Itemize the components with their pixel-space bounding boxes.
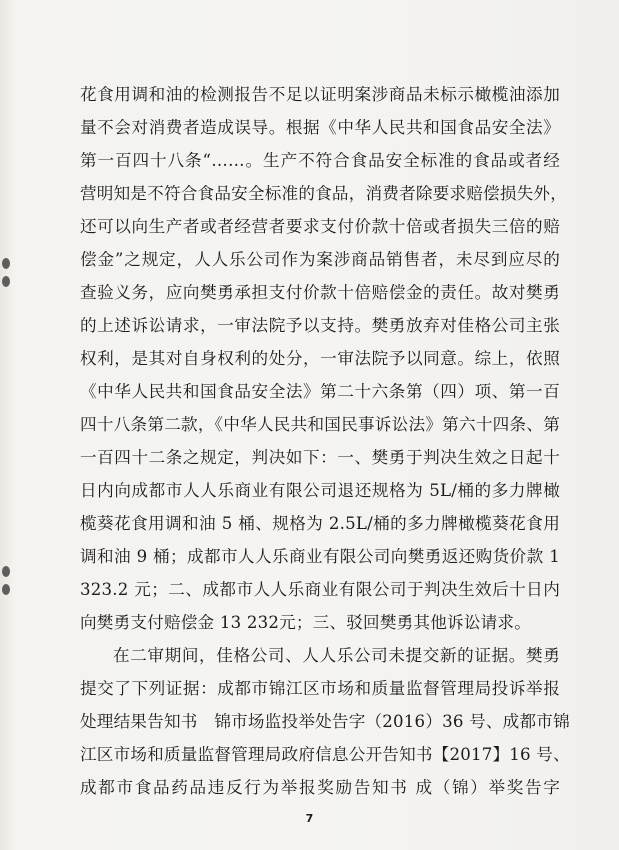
text-line: 营明知是不符合食品安全标准的食品，消费者除要求赔偿损失外， (80, 184, 568, 203)
text-line: 日内向成都市人人乐商业有限公司退还规格为 5L/桶的多力牌橄 (80, 481, 560, 500)
binding-hole-mark (2, 584, 10, 595)
binding-hole-mark (2, 276, 10, 287)
text-line: 的上述诉讼请求，一审法院予以支持。樊勇放弃对佳格公司主张 (80, 316, 560, 335)
text-line: 一百四十二条之规定，判决如下：一、樊勇于判决生效之日起十 (80, 448, 560, 467)
text-line: 处理结果告知书 锦市场监投举处告字（2016）36 号、成都市锦 (80, 712, 570, 731)
text-line: 花食用调和油的检测报告不足以证明案涉商品未标示橄榄油添加 (80, 85, 560, 104)
text-line: 四十八条第二款，《中华人民共和国民事诉讼法》第六十四条、第 (80, 415, 560, 434)
text-line: 在二审期间，佳格公司、人人乐公司未提交新的证据。樊勇 (113, 646, 560, 665)
text-line: 第一百四十八条“……。生产不符合食品安全标准的食品或者经 (80, 151, 560, 170)
text-line: 还可以向生产者或者经营者要求支付价款十倍或者损失三倍的赔 (80, 217, 560, 236)
document-body (80, 78, 570, 804)
binding-hole-mark (2, 258, 10, 269)
text-line: 江区市场和质量监督管理局政府信息公开告知书【2017】16 号、 (80, 745, 570, 764)
text-line: 查验义务，应向樊勇承担支付价款十倍赔偿金的责任。故对樊勇 (80, 283, 560, 302)
text-line: 成都市食品药品违反行为举报奖励告知书 成（锦）举奖告字 (80, 778, 560, 797)
page-number: 7 (305, 812, 314, 825)
binding-hole-mark (2, 566, 10, 577)
text-line: 偿金”之规定，人人乐公司作为案涉商品销售者，未尽到应尽的 (80, 250, 560, 269)
text-line: 向樊勇支付赔偿金 13 232元；三、驳回樊勇其他诉讼请求。 (80, 613, 531, 632)
text-line: 《中华人民共和国食品安全法》第二十六条第（四）项、第一百 (80, 382, 560, 401)
text-line: 榄葵花食用调和油 5 桶、规格为 2.5L/桶的多力牌橄榄葵花食用 (80, 514, 560, 533)
text-line: 提交了下列证据：成都市锦江区市场和质量监督管理局投诉举报 (80, 679, 560, 698)
text-line: 调和油 9 桶；成都市人人乐商业有限公司向樊勇返还购货价款 1 (80, 547, 560, 566)
text-line: 权利，是其对自身权利的处分，一审法院予以同意。综上，依照 (80, 349, 560, 368)
text-line: 323.2 元；二、成都市人人乐商业有限公司于判决生效后十日内 (80, 580, 560, 599)
text-line: 量不会对消费者造成误导。根据《中华人民共和国食品安全法》 (80, 118, 560, 137)
